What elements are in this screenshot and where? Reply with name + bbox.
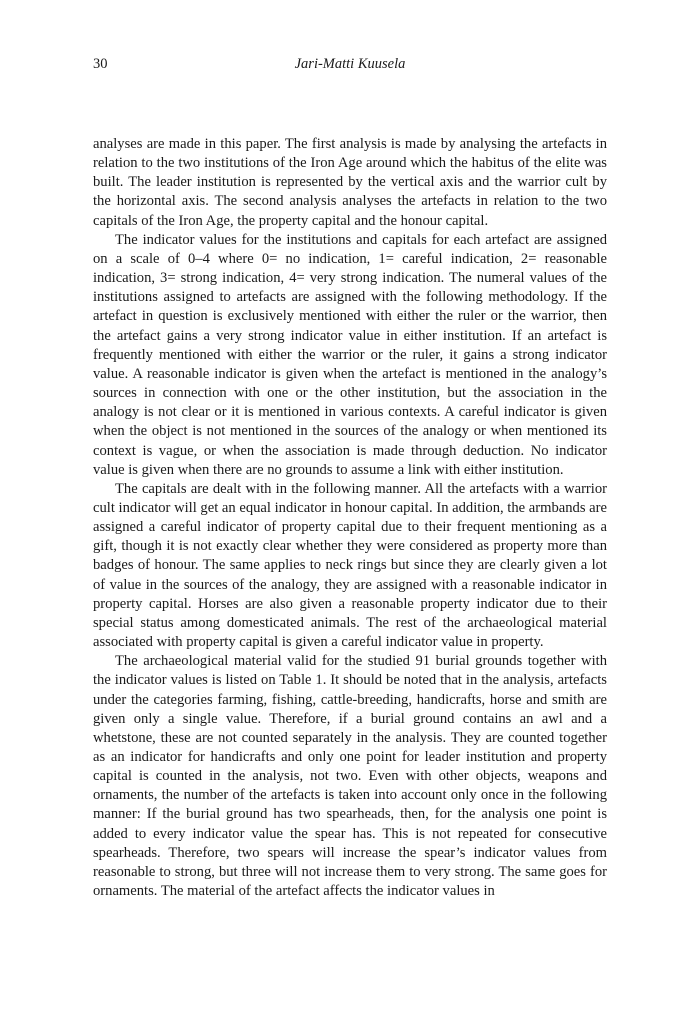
paragraph-continued: analyses are made in this paper. The first analysis is made by analysing the artefacts in relation to the two institutions of the Iron Age around which the habitus of the elite was built. The leader institution is represented by the vertical axis and the warrior cult by the horizontal axis. The second analysis analyses the artefacts in relation to the two capitals of the Iron Age, the property capital and the honour capital.	[93, 136, 607, 229]
running-header	[93, 54, 607, 74]
page-number: 30	[93, 56, 108, 72]
paragraph-archaeological-material: The archaeological material valid for the studied 91 burial grounds together with the indicator values is listed on Table 1. It should be noted that in the analysis, artefacts under the categories farming, fishing, cattle-breeding, handicrafts, horse and smith are given only a single value. Therefore, if a burial ground contains an awl and a whetstone, these are not counted separately in the analysis. They are counted together as an indicator for handicrafts and only one point for leader institution and property capital is counted in the analysis, not two. Even with other objects, weapons and ornaments, the number of the artefacts is taken into account only once in the following manner: If the burial ground has two spearheads, then, for the analysis one point is added to every indicator value the spear has. This is not repeated for consecutive spearheads. Therefore, two spears will increase the spear’s indicator values from reasonable to strong, but three will not increase them to very strong. The same goes for ornaments. The material of the artefact affects the indicator values in	[93, 653, 607, 900]
paragraph-indicator-values: The indicator values for the institutions and capitals for each artefact are assigned on a scale of 0–4 where 0= no indication, 1= careful indication, 2= reasonable indication, 3= strong indication, 4= very strong indication. The numeral values of the institutions assigned to artefacts are assigned with the following methodology. If the artefact in question is exclusively mentioned with either the ruler or the warrior, then the artefact gains a very strong indicator value in either institution. If an artefact is frequently mentioned with either the warrior or the ruler, it gains a strong indicator value. A reasonable indicator is given when the artefact is mentioned in the analogy’s sources in connection with one or the other institution, but the association in the analogy is not clear or it is mentioned in various contexts. A careful indicator is given when the object is not mentioned in the sources of the analogy or when mentioned its context is vague, or when the association is made through deduction. No indicator value is given when there are no grounds to assume a link with either institution.	[93, 231, 607, 478]
running-title: Jari-Matti Kuusela	[294, 56, 406, 72]
paragraph-capitals: The capitals are dealt with in the following manner. All the artefacts with a warrior cult indicator will get an equal indicator in honour capital. In addition, the armbands are assigned a careful indicator of property capital due to their frequent mentioning as a gift, though it is not exactly clear whether they were considered as property more than badges of honour. The same applies to neck rings but since they are clearly given a lot of value in the sources of the analogy, they are assigned with a reasonable indicator in property capital. Horses are also given a reasonable property indicator due to their special status among domesticated animals. The rest of the archaeological material associated with property capital is given a careful indicator value in property.	[93, 480, 607, 651]
body-text	[93, 135, 607, 901]
